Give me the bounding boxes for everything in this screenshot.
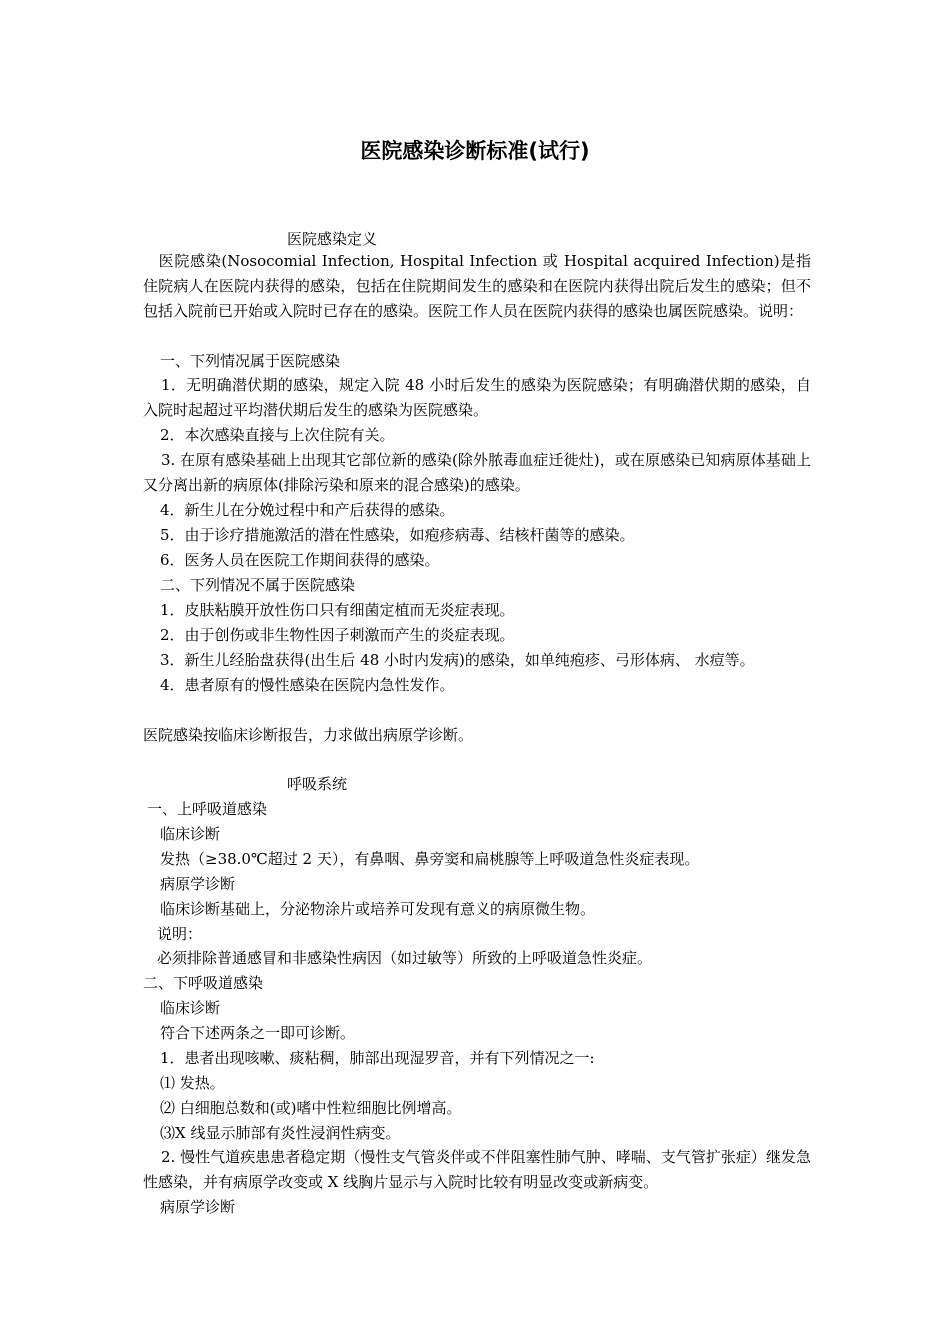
- belong-item-2: 2．本次感染直接与上次住院有关。: [160, 426, 395, 444]
- lower-criteria-intro: 符合下述两条之一即可诊断。: [160, 1024, 356, 1042]
- upper-note-label: 说明：: [157, 925, 203, 943]
- not-belong-item-2: 2．由于创伤或非生物性因子刺激而产生的炎症表现。: [160, 626, 515, 644]
- belong-item-5: 5．由于诊疗措施激活的潜在性感染，如疱疹病毒、结核杆菌等的感染。: [160, 526, 635, 544]
- not-belong-item-4: 4．患者原有的慢性感染在医院内急性发作。: [160, 676, 455, 694]
- belong-item-6: 6．医务人员在医院工作期间获得的感染。: [160, 551, 440, 569]
- lower-sub-item-2: ⑵ 白细胞总数和(或)嗜中性粒细胞比例增高。: [160, 1099, 462, 1117]
- upper-clinical-label: 临床诊断: [160, 825, 221, 843]
- document-title: 医院感染诊断标准(试行): [360, 139, 590, 163]
- belong-item-1: 1．无明确潜伏期的感染，规定入院 48 小时后发生的感染为医院感染；有明确潜伏期的感染，自入院时起超过平均潜伏期后发生的感染为医院感染。: [143, 376, 811, 419]
- upper-respiratory-heading: 一、上呼吸道感染: [147, 800, 268, 818]
- belong-item-3: 3. 在原有感染基础上出现其它部位新的感染(除外脓毒血症迁徙灶)，或在原感染已知病原体基础上又分离出新的病原体(排除污染和原来的混合感染)的感染。: [143, 451, 811, 494]
- lower-item-2: 2. 慢性气道疾患患者稳定期（慢性支气管炎伴或不伴阻塞性肺气肿、哮喘、支气管扩张症）继发急性感染，并有病原学改变或 X 线胸片显示与入院时比较有明显改变或新病变。: [143, 1148, 811, 1191]
- lower-sub-item-3: ⑶X 线显示肺部有炎性浸润性病变。: [160, 1124, 401, 1142]
- belong-item-4: 4．新生儿在分娩过程中和产后获得的感染。: [160, 501, 455, 519]
- lower-respiratory-heading: 二、下呼吸道感染: [143, 974, 264, 992]
- upper-clinical-text: 发热（≥38.0℃超过 2 天），有鼻咽、鼻旁窦和扁桃腺等上呼吸道急性炎症表现。: [160, 850, 700, 868]
- belong-heading: 一、下列情况属于医院感染: [160, 352, 341, 370]
- upper-etiology-text: 临床诊断基础上，分泌物涂片或培养可发现有意义的病原微生物。: [160, 900, 596, 918]
- respiratory-heading: 呼吸系统: [287, 775, 348, 793]
- definition-heading: 医院感染定义: [287, 230, 378, 248]
- lower-etiology-label: 病原学诊断: [160, 1198, 236, 1216]
- lower-item-1: 1．患者出现咳嗽、痰粘稠，肺部出现湿罗音，并有下列情况之一:: [160, 1049, 595, 1067]
- report-note: 医院感染按临床诊断报告，力求做出病原学诊断。: [143, 726, 474, 744]
- not-belong-heading: 二、下列情况不属于医院感染: [160, 576, 356, 594]
- lower-sub-item-1: ⑴ 发热。: [160, 1074, 225, 1092]
- upper-note-text: 必须排除普通感冒和非感染性病因（如过敏等）所致的上呼吸道急性炎症。: [157, 949, 653, 967]
- not-belong-item-1: 1．皮肤粘膜开放性伤口只有细菌定植而无炎症表现。: [160, 601, 515, 619]
- not-belong-item-3: 3．新生儿经胎盘获得(出生后 48 小时内发病)的感染，如单纯疱疹、弓形体病、 水痘等。: [160, 651, 755, 669]
- definition-intro: 医院感染(Nosocomial Infection, Hospital Infection 或 Hospital acquired Infection)是指住院病人在医院内获得的感染，包括在住院期间发生的感染和在医院内获得出院后发生的感染；但不包括入院前已开始或入院时已存在的感染。医院工作人员在医院内获得的感染也属医院感染。说明：: [143, 252, 811, 320]
- lower-clinical-label: 临床诊断: [160, 999, 221, 1017]
- upper-etiology-label: 病原学诊断: [160, 875, 236, 893]
